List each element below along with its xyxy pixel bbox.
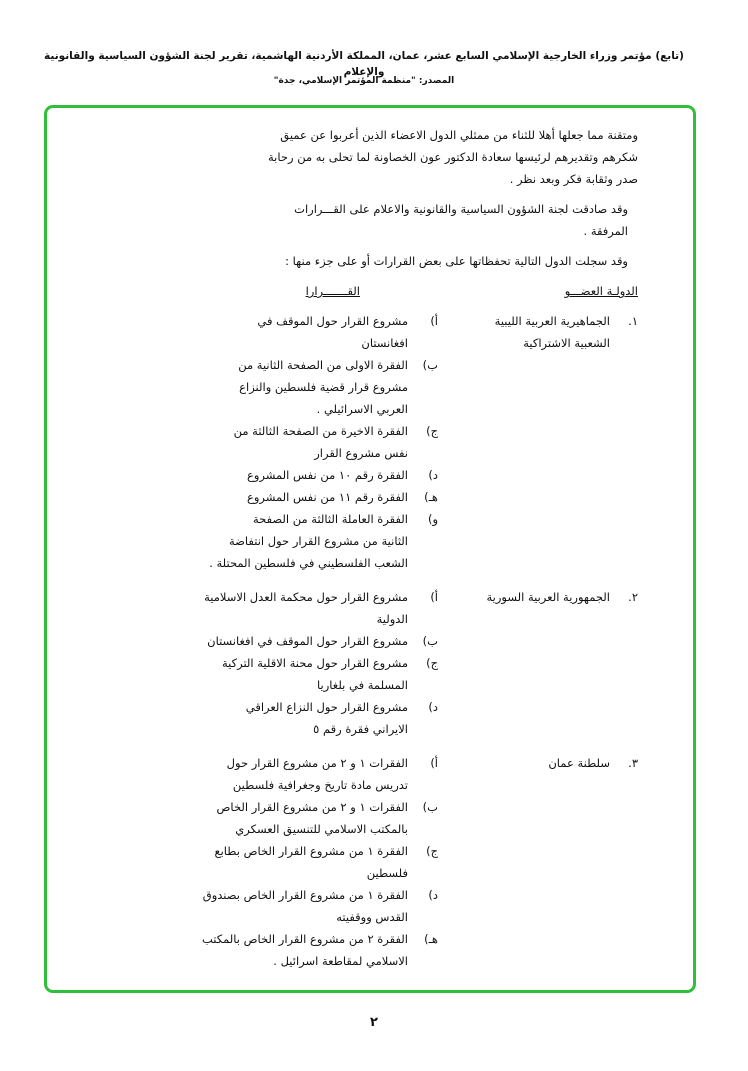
item-line: مشروع قرار قضية فلسطين والنزاع: [239, 380, 408, 394]
item-marker: د): [428, 468, 438, 482]
item-text: [108, 630, 408, 652]
paragraph-line: صدر وثقابة فكر وبعد نظر .: [509, 172, 638, 186]
item-text: [108, 310, 408, 354]
item-marker: ب): [422, 800, 438, 814]
item-line: الفقرة العاملة الثالثة من الصفحة: [252, 512, 408, 526]
state-name: [438, 586, 638, 740]
header-resolutions: القـــــــرارا: [305, 284, 360, 298]
item-marker: أ): [430, 314, 438, 328]
reservation-item: [108, 840, 438, 884]
item-line: مشروع القرار حول النزاع العراقي: [245, 700, 408, 714]
item-text: [108, 354, 408, 420]
reservation-item: [108, 508, 438, 574]
state-row: [108, 752, 638, 972]
item-line: المسلمة في بلغاريا: [317, 678, 408, 692]
table-headers: [108, 280, 638, 306]
item-marker: ج): [426, 656, 438, 670]
paragraph-line: شكرهم وتقديرهم لرئيسها سعادة الدكتور عون الخصاونة لما تحلى به من رحابة: [268, 150, 638, 164]
item-text: [108, 586, 408, 630]
item-text: [108, 752, 408, 796]
document-body: [108, 124, 638, 972]
paragraph: [108, 250, 638, 272]
item-line: الفقرة ١ من مشروع القرار الخاص بصندوق: [202, 888, 408, 902]
item-line: الفقرات ١ و ٢ من مشروع القرار الخاص: [216, 800, 408, 814]
state-name-line: سلطنة عمان: [548, 756, 610, 770]
item-marker: أ): [430, 590, 438, 604]
reservation-item: [108, 354, 438, 420]
state-name-line: الجماهيرية العربية الليبية: [494, 314, 610, 328]
item-line: الايراني فقرة رقم ٥: [313, 722, 408, 736]
item-line: نفس مشروع القرار: [314, 446, 408, 460]
item-line: بالمكتب الاسلامي للتنسيق العسكري: [235, 822, 408, 836]
item-line: افغانستان: [361, 336, 408, 350]
item-line: الفقرة ١ من مشروع القرار الخاص بطابع: [214, 844, 408, 858]
state-number: ٣.: [628, 756, 638, 770]
paragraph-line: المرفقة .: [583, 224, 628, 238]
item-line: الثانية من مشروع القرار حول انتفاضة: [228, 534, 408, 548]
item-marker: د): [428, 888, 438, 902]
reservation-item: [108, 464, 438, 486]
item-text: [108, 508, 408, 574]
item-marker: ب): [422, 358, 438, 372]
item-line: الشعب الفلسطيني في فلسطين المحتلة .: [209, 556, 408, 570]
item-text: [108, 796, 408, 840]
paragraph-line: وقد صادقت لجنة الشؤون السياسية والقانونية والاعلام على القـــرارات: [294, 202, 628, 216]
header-member-state: الدولـة العضـــو: [564, 284, 638, 298]
reservation-item: [108, 310, 438, 354]
document-source: المصدر: "منظمة المؤتمر الإسلامي، جدة": [273, 76, 455, 86]
reservation-item: [108, 586, 438, 630]
item-text: [108, 928, 408, 972]
page-number: ٢: [370, 1015, 378, 1030]
state-name: [438, 310, 638, 574]
reservation-item: [108, 752, 438, 796]
state-name-line: الشعبية الاشتراكية: [523, 336, 610, 350]
reservation-item: [108, 486, 438, 508]
state-number: ١.: [628, 314, 638, 328]
paragraph-line: ومتقنة مما جعلها أهلا للثناء من ممثلي الدول الاعضاء الذين أعربوا عن عميق: [280, 128, 638, 142]
document-title: (تابع) مؤتمر وزراء الخارجية الإسلامي السابع عشر، عمان، المملكة الأردنية الهاشمية، تقرير لجنة الشؤون السياسية والقانونية والإعلام: [44, 50, 684, 78]
item-line: مشروع القرار حول محنة الاقلية التركية: [221, 656, 408, 670]
reservation-item: [108, 630, 438, 652]
item-text: [108, 840, 408, 884]
reservation-list: [108, 586, 438, 740]
item-marker: هـ): [424, 932, 438, 946]
reservation-list: [108, 310, 438, 574]
state-number: ٢.: [628, 590, 638, 604]
paragraph: [108, 124, 638, 190]
paragraph: [108, 198, 638, 242]
item-line: الفقرة الاولى من الصفحة الثانية من: [238, 358, 408, 372]
item-line: فلسطين: [366, 866, 408, 880]
state-name-line: الجمهورية العربية السورية: [486, 590, 610, 604]
reservation-item: [108, 652, 438, 696]
item-line: العربي الاسرائيلي .: [316, 402, 408, 416]
item-line: القدس ووقفيته: [336, 910, 408, 924]
reservation-item: [108, 796, 438, 840]
item-line: الدولية: [376, 612, 408, 626]
item-line: الفقرة رقم ١٠ من نفس المشروع: [246, 468, 408, 482]
item-marker: هـ): [424, 490, 438, 504]
state-row: [108, 310, 638, 574]
item-marker: أ): [430, 756, 438, 770]
item-line: تدريس مادة تاريخ وجغرافية فلسطين: [232, 778, 408, 792]
item-line: الاسلامي لمقاطعة اسرائيل .: [273, 954, 408, 968]
item-text: [108, 884, 408, 928]
item-text: [108, 652, 408, 696]
state-name-lines: [438, 752, 610, 972]
reservation-list: [108, 752, 438, 972]
item-marker: ج): [426, 424, 438, 438]
item-marker: و): [427, 512, 438, 526]
item-text: [108, 696, 408, 740]
item-marker: د): [428, 700, 438, 714]
item-marker: ج): [426, 844, 438, 858]
state-row: [108, 586, 638, 740]
item-marker: ب): [422, 634, 438, 648]
reservation-item: [108, 696, 438, 740]
reservation-item: [108, 928, 438, 972]
state-name: [438, 752, 638, 972]
state-name-lines: [438, 310, 610, 574]
item-text: [108, 486, 408, 508]
item-line: مشروع القرار حول محكمة العدل الاسلامية: [204, 590, 408, 604]
reservation-item: [108, 884, 438, 928]
item-text: [108, 464, 408, 486]
item-line: الفقرة الاخيرة من الصفحة الثالثة من: [233, 424, 408, 438]
state-name-lines: [438, 586, 610, 740]
item-line: مشروع القرار حول الموقف في افغانستان: [207, 634, 408, 648]
item-line: الفقرة ٢ من مشروع القرار الخاص بالمكتب: [201, 932, 408, 946]
paragraph-line: وقد سجلت الدول التالية تحفظاتها على بعض القرارات أو على جزء منها :: [285, 254, 628, 268]
item-text: [108, 420, 408, 464]
reservation-item: [108, 420, 438, 464]
item-line: الفقرة رقم ١١ من نفس المشروع: [246, 490, 408, 504]
item-line: مشروع القرار حول الموقف في: [257, 314, 408, 328]
item-line: الفقرات ١ و ٢ من مشروع القرار حول: [226, 756, 408, 770]
